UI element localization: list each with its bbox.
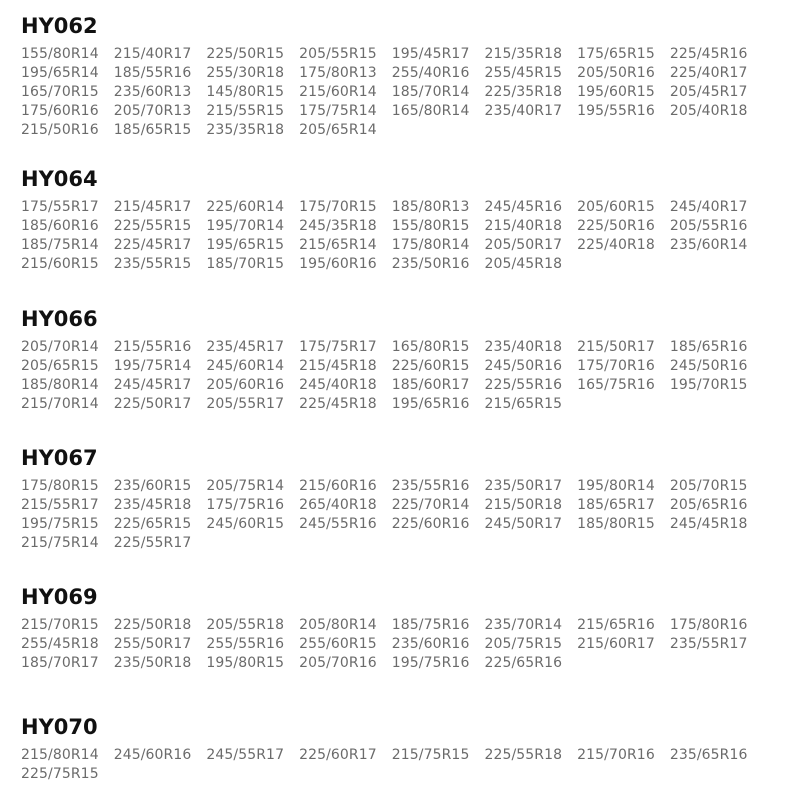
tire-size: 255/45R15 — [484, 65, 563, 81]
tire-size: 175/80R14 — [391, 237, 470, 253]
tire-size: 185/80R14 — [21, 377, 99, 393]
tire-size: 205/80R14 — [299, 617, 377, 633]
tire-size: 215/50R18 — [484, 497, 563, 513]
tire-size: 215/60R16 — [299, 478, 377, 494]
tire-size: 175/75R17 — [299, 339, 377, 355]
tire-size: 225/70R14 — [391, 497, 470, 513]
tire-size: 145/80R15 — [206, 84, 285, 100]
size-list — [21, 45, 791, 140]
tire-size: 215/50R17 — [577, 339, 655, 355]
tire-size: 205/75R14 — [206, 478, 285, 494]
tire-size: 205/55R15 — [299, 46, 377, 62]
tire-size: 215/70R15 — [21, 617, 99, 633]
tire-size: 245/60R15 — [206, 516, 285, 532]
tire-size: 225/50R17 — [113, 396, 192, 412]
section-hy066 — [21, 306, 791, 414]
tire-size: 195/75R14 — [113, 358, 192, 374]
section-hy064 — [21, 166, 791, 274]
tire-size: 235/45R17 — [206, 339, 285, 355]
tire-size: 195/45R17 — [391, 46, 470, 62]
tire-size: 195/60R15 — [577, 84, 655, 100]
tire-size: 245/60R14 — [206, 358, 285, 374]
size-list — [21, 477, 791, 553]
tire-size: 245/55R16 — [299, 516, 377, 532]
tire-size: 225/55R16 — [484, 377, 563, 393]
tire-size: 205/55R16 — [669, 218, 748, 234]
tire-size: 245/50R16 — [669, 358, 748, 374]
tire-size: 215/65R16 — [577, 617, 655, 633]
tire-size: 205/40R18 — [669, 103, 748, 119]
tire-size: 235/55R17 — [669, 636, 748, 652]
tire-size: 175/70R15 — [299, 199, 377, 215]
tire-size: 205/70R16 — [299, 655, 377, 671]
tire-size: 195/55R16 — [577, 103, 655, 119]
tire-size: 165/80R15 — [391, 339, 470, 355]
tire-size: 205/70R13 — [113, 103, 192, 119]
tire-size: 225/55R17 — [113, 535, 192, 551]
tire-size: 225/60R15 — [391, 358, 470, 374]
tire-size: 265/40R18 — [299, 497, 377, 513]
tire-size: 215/55R17 — [21, 497, 99, 513]
tire-size: 215/35R18 — [484, 46, 563, 62]
section-title: HY066 — [21, 307, 98, 331]
tire-size: 215/70R14 — [21, 396, 99, 412]
tire-size: 235/60R16 — [391, 636, 470, 652]
section-title: HY069 — [21, 585, 98, 609]
tire-size: 235/50R16 — [391, 256, 470, 272]
tire-size: 175/80R13 — [299, 65, 377, 81]
tire-size: 165/75R16 — [577, 377, 655, 393]
tire-size: 235/55R16 — [391, 478, 470, 494]
tire-size: 245/50R16 — [484, 358, 563, 374]
tire-size: 215/40R18 — [484, 218, 563, 234]
tire-size: 225/65R16 — [484, 655, 563, 671]
tire-size: 225/45R17 — [113, 237, 192, 253]
tire-size: 195/75R16 — [391, 655, 470, 671]
tire-size: 205/50R17 — [484, 237, 563, 253]
section-hy062 — [21, 13, 791, 140]
tire-size: 215/60R14 — [299, 84, 377, 100]
tire-size: 205/65R16 — [669, 497, 748, 513]
tire-size: 185/55R16 — [113, 65, 192, 81]
tire-size: 235/35R18 — [206, 122, 285, 138]
tire-size: 205/70R14 — [21, 339, 99, 355]
tire-size: 245/35R18 — [299, 218, 377, 234]
tire-size: 235/65R16 — [669, 747, 748, 763]
tire-size: 225/60R16 — [391, 516, 470, 532]
tire-size: 255/45R18 — [21, 636, 99, 652]
tire-size: 255/50R17 — [113, 636, 192, 652]
section-title: HY070 — [21, 715, 98, 739]
tire-size: 215/60R17 — [577, 636, 655, 652]
tire-size: 255/55R16 — [206, 636, 285, 652]
tire-size: 225/50R16 — [577, 218, 655, 234]
tire-size: 225/40R18 — [577, 237, 655, 253]
size-list — [21, 198, 791, 274]
tire-size: 185/70R14 — [391, 84, 470, 100]
tire-size: 255/60R15 — [299, 636, 377, 652]
tire-size: 205/50R16 — [577, 65, 655, 81]
tire-size: 215/75R14 — [21, 535, 99, 551]
tire-size: 185/75R14 — [21, 237, 99, 253]
section-title: HY062 — [21, 14, 98, 38]
size-list — [21, 616, 791, 673]
tire-size: 225/60R17 — [299, 747, 377, 763]
tire-size: 195/70R14 — [206, 218, 285, 234]
tire-size: 235/50R17 — [484, 478, 563, 494]
tire-size: 235/60R15 — [113, 478, 192, 494]
section-title: HY067 — [21, 446, 98, 470]
tire-size: 205/60R15 — [577, 199, 655, 215]
tire-size: 185/65R15 — [113, 122, 192, 138]
tire-size: 225/45R18 — [299, 396, 377, 412]
tire-size: 225/40R17 — [669, 65, 748, 81]
tire-size: 235/50R18 — [113, 655, 192, 671]
tire-size: 195/65R14 — [21, 65, 99, 81]
tire-size: 215/40R17 — [113, 46, 192, 62]
tire-size: 215/45R18 — [299, 358, 377, 374]
tire-size: 205/55R18 — [206, 617, 285, 633]
tire-size: 225/35R18 — [484, 84, 563, 100]
tire-size: 245/40R17 — [669, 199, 748, 215]
tire-size: 235/60R13 — [113, 84, 192, 100]
section-hy070 — [21, 714, 791, 784]
tire-size: 225/65R15 — [113, 516, 192, 532]
tire-size: 225/75R15 — [21, 766, 99, 782]
tire-size: 205/70R15 — [669, 478, 748, 494]
tire-size: 225/60R14 — [206, 199, 285, 215]
tire-size: 245/50R17 — [484, 516, 563, 532]
tire-size: 215/70R16 — [577, 747, 655, 763]
tire-size: 245/60R16 — [113, 747, 192, 763]
tire-size: 185/75R16 — [391, 617, 470, 633]
tire-size: 215/45R17 — [113, 199, 192, 215]
tire-size: 255/40R16 — [391, 65, 470, 81]
tire-size: 225/55R15 — [113, 218, 192, 234]
tire-size: 235/55R15 — [113, 256, 192, 272]
tire-size: 235/40R17 — [484, 103, 563, 119]
tire-size: 215/65R15 — [484, 396, 563, 412]
tire-size: 185/60R17 — [391, 377, 470, 393]
tire-size: 185/70R17 — [21, 655, 99, 671]
tire-size: 175/70R16 — [577, 358, 655, 374]
tire-size: 225/45R16 — [669, 46, 748, 62]
tire-size: 175/55R17 — [21, 199, 99, 215]
tire-size: 225/50R15 — [206, 46, 285, 62]
tire-size: 155/80R15 — [391, 218, 470, 234]
tire-size: 195/65R16 — [391, 396, 470, 412]
tire-size: 235/60R14 — [669, 237, 748, 253]
tire-size: 195/60R16 — [299, 256, 377, 272]
tire-size: 205/65R15 — [21, 358, 99, 374]
tire-size: 215/65R14 — [299, 237, 377, 253]
tire-size: 215/55R15 — [206, 103, 285, 119]
tire-size: 195/75R15 — [21, 516, 99, 532]
tire-size: 205/45R18 — [484, 256, 563, 272]
tire-size: 195/80R14 — [577, 478, 655, 494]
tire-size: 215/55R16 — [113, 339, 192, 355]
tire-size: 205/45R17 — [669, 84, 748, 100]
section-hy067 — [21, 445, 791, 553]
tire-size: 235/70R14 — [484, 617, 563, 633]
tire-size: 255/30R18 — [206, 65, 285, 81]
tire-size: 235/45R18 — [113, 497, 192, 513]
section-hy069 — [21, 584, 791, 673]
tire-size: 165/70R15 — [21, 84, 99, 100]
tire-size: 245/40R18 — [299, 377, 377, 393]
tire-size: 175/75R16 — [206, 497, 285, 513]
tire-size: 175/80R16 — [669, 617, 748, 633]
tire-size: 175/60R16 — [21, 103, 99, 119]
tire-size: 195/70R15 — [669, 377, 748, 393]
tire-size: 165/80R14 — [391, 103, 470, 119]
tire-size: 235/40R18 — [484, 339, 563, 355]
tire-size: 185/65R17 — [577, 497, 655, 513]
tire-size: 205/60R16 — [206, 377, 285, 393]
tire-size: 185/80R15 — [577, 516, 655, 532]
tire-size: 175/80R15 — [21, 478, 99, 494]
tire-size: 175/65R15 — [577, 46, 655, 62]
tire-size: 185/60R16 — [21, 218, 99, 234]
tire-size: 185/65R16 — [669, 339, 748, 355]
tire-size: 195/80R15 — [206, 655, 285, 671]
tire-size: 175/75R14 — [299, 103, 377, 119]
tire-size: 215/80R14 — [21, 747, 99, 763]
tire-size: 195/65R15 — [206, 237, 285, 253]
tire-size: 185/80R13 — [391, 199, 470, 215]
tire-size: 225/55R18 — [484, 747, 563, 763]
tire-size: 225/50R18 — [113, 617, 192, 633]
tire-size: 185/70R15 — [206, 256, 285, 272]
tire-size: 205/55R17 — [206, 396, 285, 412]
tire-size: 245/45R17 — [113, 377, 192, 393]
tire-size: 245/45R16 — [484, 199, 563, 215]
tire-size: 215/50R16 — [21, 122, 99, 138]
section-title: HY064 — [21, 167, 98, 191]
size-list — [21, 746, 791, 784]
tire-size: 245/55R17 — [206, 747, 285, 763]
tire-size: 205/65R14 — [299, 122, 377, 138]
tire-size: 205/75R15 — [484, 636, 563, 652]
tire-size: 155/80R14 — [21, 46, 99, 62]
tire-size: 215/75R15 — [391, 747, 470, 763]
tire-size: 215/60R15 — [21, 256, 99, 272]
tire-size: 245/45R18 — [669, 516, 748, 532]
size-list — [21, 338, 791, 414]
